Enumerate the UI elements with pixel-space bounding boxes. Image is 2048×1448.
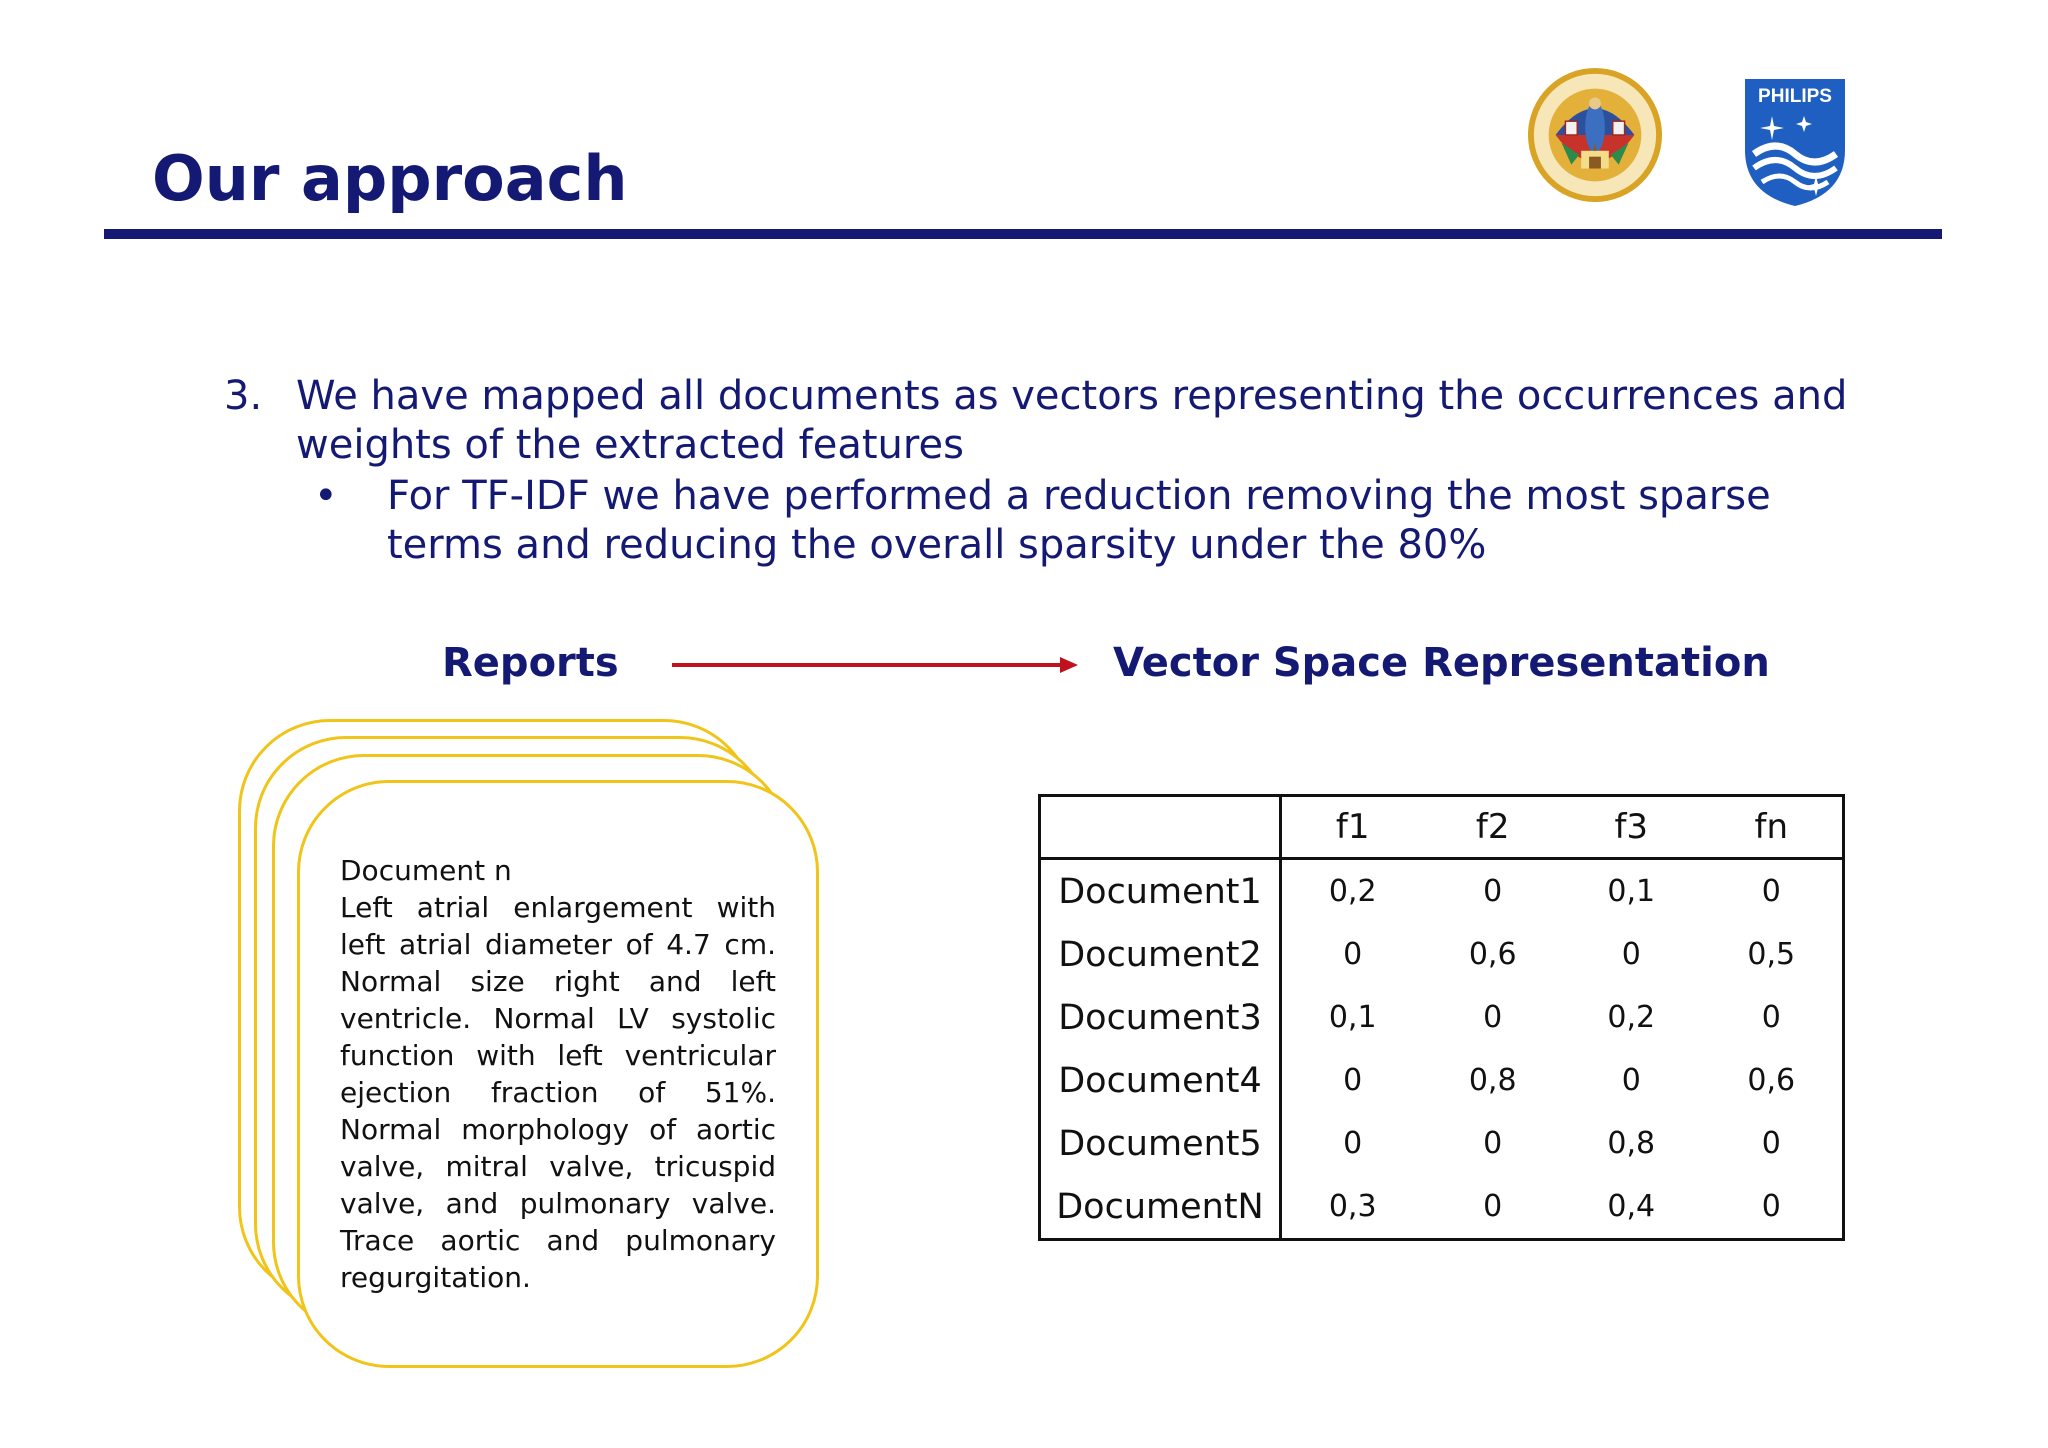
table-header-row — [1040, 796, 1844, 859]
table-cell: 0 — [1761, 1189, 1781, 1224]
point-text: We have mapped all documents as vectors representing the occurrences and weights of the extracted features — [296, 373, 1848, 468]
table-cell: 0 — [1621, 937, 1641, 972]
row-label: DocumentN — [1040, 1175, 1281, 1240]
table-corner-cell — [1040, 796, 1281, 859]
table-cell: 0,5 — [1747, 937, 1796, 972]
table-cell: 0 — [1343, 937, 1363, 972]
table-cell: 0 — [1621, 1063, 1641, 1098]
row-label: Document1 — [1040, 859, 1281, 924]
column-header: f1 — [1281, 796, 1424, 859]
table-cell: 0,6 — [1747, 1063, 1796, 1098]
svg-text:PHILIPS: PHILIPS — [1758, 86, 1832, 107]
table-cell: 0,1 — [1328, 1000, 1377, 1035]
table-cell: 0,4 — [1607, 1189, 1656, 1224]
table-cell: 0,2 — [1607, 1000, 1656, 1035]
table-cell: 0,1 — [1607, 874, 1656, 909]
table-cell: 0 — [1483, 1000, 1503, 1035]
column-header: f2 — [1423, 796, 1562, 859]
title-underline — [104, 229, 1942, 239]
table-row — [1040, 1175, 1844, 1240]
table-row — [1040, 923, 1844, 986]
report-card-text — [340, 852, 776, 1296]
reports-label: Reports — [442, 640, 619, 686]
table-cell: 0,2 — [1328, 874, 1377, 909]
table-row — [1040, 986, 1844, 1049]
row-label: Document5 — [1040, 1112, 1281, 1175]
row-label: Document3 — [1040, 986, 1281, 1049]
right-arrow-icon — [672, 654, 1078, 676]
table-cell: 0 — [1343, 1063, 1363, 1098]
table-row — [1040, 1049, 1844, 1112]
table-cell: 0 — [1761, 1000, 1781, 1035]
table-row — [1040, 859, 1844, 924]
row-label: Document4 — [1040, 1049, 1281, 1112]
table-cell: 0,8 — [1468, 1063, 1517, 1098]
vector-space-table — [1038, 794, 1845, 1241]
table-cell: 0 — [1761, 1126, 1781, 1161]
slide-title: Our approach — [152, 142, 628, 215]
table-cell: 0,8 — [1607, 1126, 1656, 1161]
university-seal-logo — [1526, 66, 1664, 204]
report-card-body: Left atrial enlargement with left atrial diameter of 4.7 cm. Normal size right and left ventricle. Normal LV systolic function with left ventricular ejection fraction of 51%. Normal morphology of aortic valve, mitral valve, tricuspid valve, and pulmonary valve. Trace aortic and pulmonary regurgitation. — [340, 891, 776, 1294]
bullet-text: For TF-IDF we have performed a reduction removing the most sparse terms and reducing the overall sparsity under the 80% — [387, 473, 1771, 568]
column-header: fn — [1701, 796, 1844, 859]
table-cell: 0 — [1761, 874, 1781, 909]
table-cell: 0,6 — [1468, 937, 1517, 972]
table-cell: 0 — [1343, 1126, 1363, 1161]
row-label: Document2 — [1040, 923, 1281, 986]
column-header: f3 — [1562, 796, 1701, 859]
report-card-title: Document n — [340, 854, 512, 887]
table-cell: 0 — [1483, 1189, 1503, 1224]
table-cell: 0 — [1483, 874, 1503, 909]
philips-logo — [1742, 76, 1848, 208]
vector-space-label: Vector Space Representation — [1113, 640, 1770, 686]
table-cell: 0 — [1483, 1126, 1503, 1161]
table-cell: 0,3 — [1328, 1189, 1377, 1224]
bullet-marker: • — [314, 473, 338, 519]
point-number: 3. — [224, 373, 263, 419]
table-row — [1040, 1112, 1844, 1175]
